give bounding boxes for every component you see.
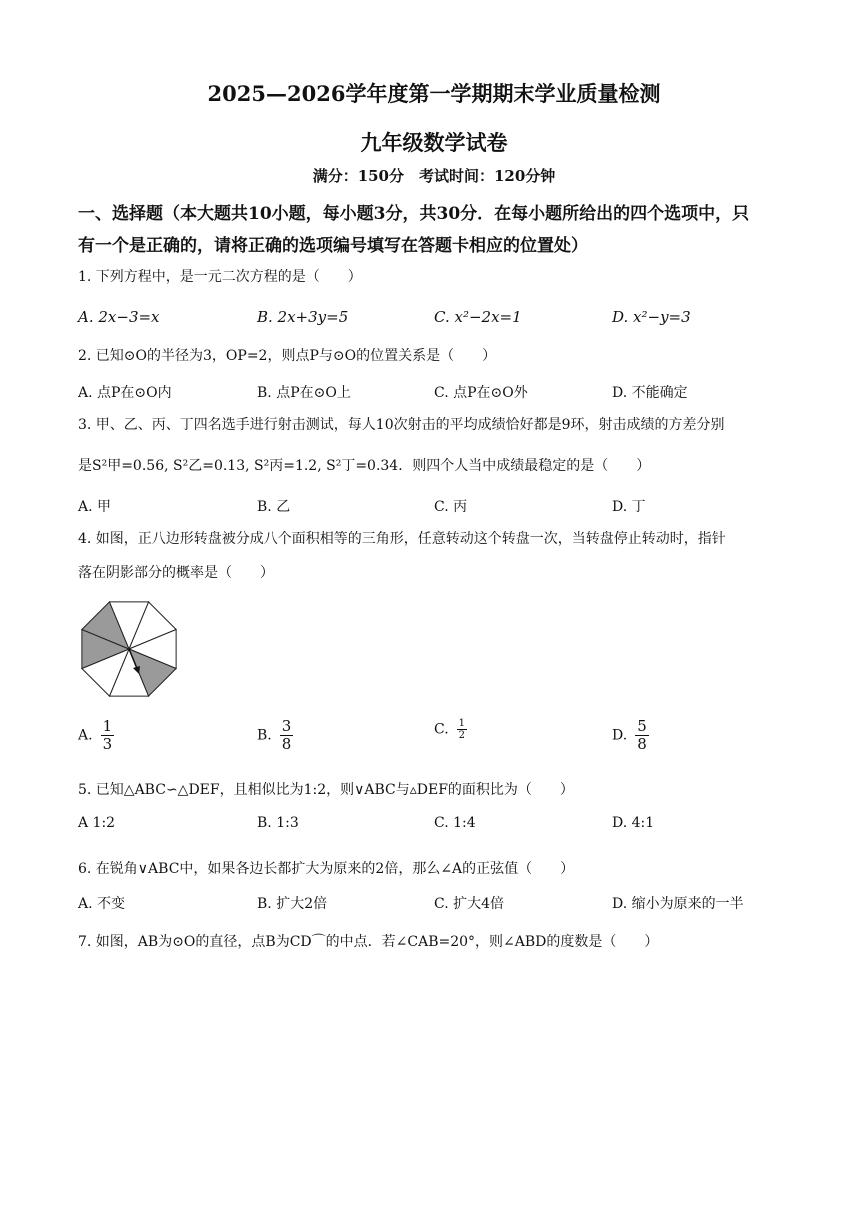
question-5-options (78, 815, 794, 845)
fraction (101, 718, 115, 753)
question-3-stem-line1: 3. 甲、乙、丙、丁四名选手进行射击测试，每人10次射击的平均成绩恰好都是9环，射击成绩的方差分别 (78, 417, 725, 433)
option-a: A. 甲 (78, 499, 112, 515)
question-4-stem-line1: 4. 如图，正八边形转盘被分成八个面积相等的三角形，任意转动这个转盘一次，当转盘停止转动时，指针 (78, 531, 726, 547)
option-b: B. 2x+3y=5 (257, 308, 349, 326)
option-a (78, 718, 114, 753)
option-d: D. x²−y=3 (612, 308, 691, 326)
option-b: B. 1:3 (257, 815, 299, 831)
denominator: 8 (281, 735, 292, 753)
option-a: A. 2x−3=x (78, 308, 160, 326)
question-2-options (78, 382, 794, 412)
question-1-options (78, 308, 794, 338)
option-b (257, 718, 293, 753)
question-5-stem: 5. 已知△ABC∽△DEF，且相似比为1:2，则∨ABC与▵DEF的面积比为（ ） (78, 782, 574, 798)
option-c (434, 718, 467, 741)
numerator: 1 (102, 717, 113, 735)
option-c: C. 点P在⊙O外 (434, 385, 528, 401)
numerator: 1 (458, 718, 466, 729)
question-4-stem-line2: 落在阴影部分的概率是（ ） (78, 565, 274, 581)
option-d: D. 4:1 (612, 815, 655, 831)
option-b: B. 点P在⊙O上 (257, 385, 351, 401)
denominator: 2 (458, 730, 466, 741)
numerator: 3 (281, 717, 292, 735)
question-6-options (78, 893, 794, 923)
option-b: B. 乙 (257, 499, 291, 515)
octagon-spinner-figure (76, 596, 182, 702)
question-3-options (78, 496, 794, 526)
exam-title: 2025—2026学年度第一学期期末学业质量检测 (207, 81, 661, 106)
exam-meta: 满分：150分 考试时间：120分钟 (312, 167, 556, 185)
question-2-stem: 2. 已知⊙O的半径为3，OP=2，则点P与⊙O的位置关系是（ ） (78, 348, 497, 364)
fraction (635, 718, 649, 753)
option-d (612, 718, 649, 753)
option-c: C. 扩大4倍 (434, 896, 505, 912)
fraction (457, 718, 467, 741)
section-heading (78, 198, 794, 262)
question-4-options (78, 718, 794, 762)
option-d: D. 不能确定 (612, 385, 688, 401)
option-label: D. (612, 727, 628, 744)
option-d: D. 丁 (612, 499, 646, 515)
option-label: C. (434, 721, 449, 738)
question-3-stem-line2: 是S²甲=0.56, S²乙=0.13, S²丙=1.2, S²丁=0.34．则四个人当中成绩最稳定的是（ ） (78, 458, 651, 474)
denominator: 3 (102, 735, 113, 753)
option-a: A. 不变 (78, 896, 126, 912)
question-6-stem: 6. 在锐角∨ABC中，如果各边长都扩大为原来的2倍，那么∠A的正弦值（ ） (78, 861, 575, 877)
question-1-stem: 1. 下列方程中，是一元二次方程的是（ ） (78, 269, 362, 285)
option-c: C. 1:4 (434, 815, 476, 831)
option-b: B. 扩大2倍 (257, 896, 328, 912)
fraction (280, 718, 294, 753)
option-label: B. (257, 727, 272, 744)
option-c: C. x²−2x=1 (434, 308, 522, 326)
option-label: A. (78, 727, 93, 744)
option-a: A 1:2 (78, 815, 116, 831)
numerator: 5 (637, 717, 647, 735)
exam-subtitle: 九年级数学试卷 (360, 130, 508, 155)
question-7-stem: 7. 如图，AB为⊙O的直径，点B为CD⌒的中点．若∠CAB=20°，则∠ABD的度数是（ ） (78, 934, 659, 950)
denominator: 8 (637, 735, 647, 753)
section-heading-line2: 有一个是正确的，请将正确的选项编号填写在答题卡相应的位置处） (78, 236, 588, 256)
option-a: A. 点P在⊙O内 (78, 385, 172, 401)
option-d: D. 缩小为原来的一半 (612, 896, 744, 912)
option-c: C. 丙 (434, 499, 468, 515)
section-heading-line1: 一、选择题（本大题共10小题，每小题3分，共30分．在每小题所给出的四个选项中，只 (78, 204, 750, 224)
